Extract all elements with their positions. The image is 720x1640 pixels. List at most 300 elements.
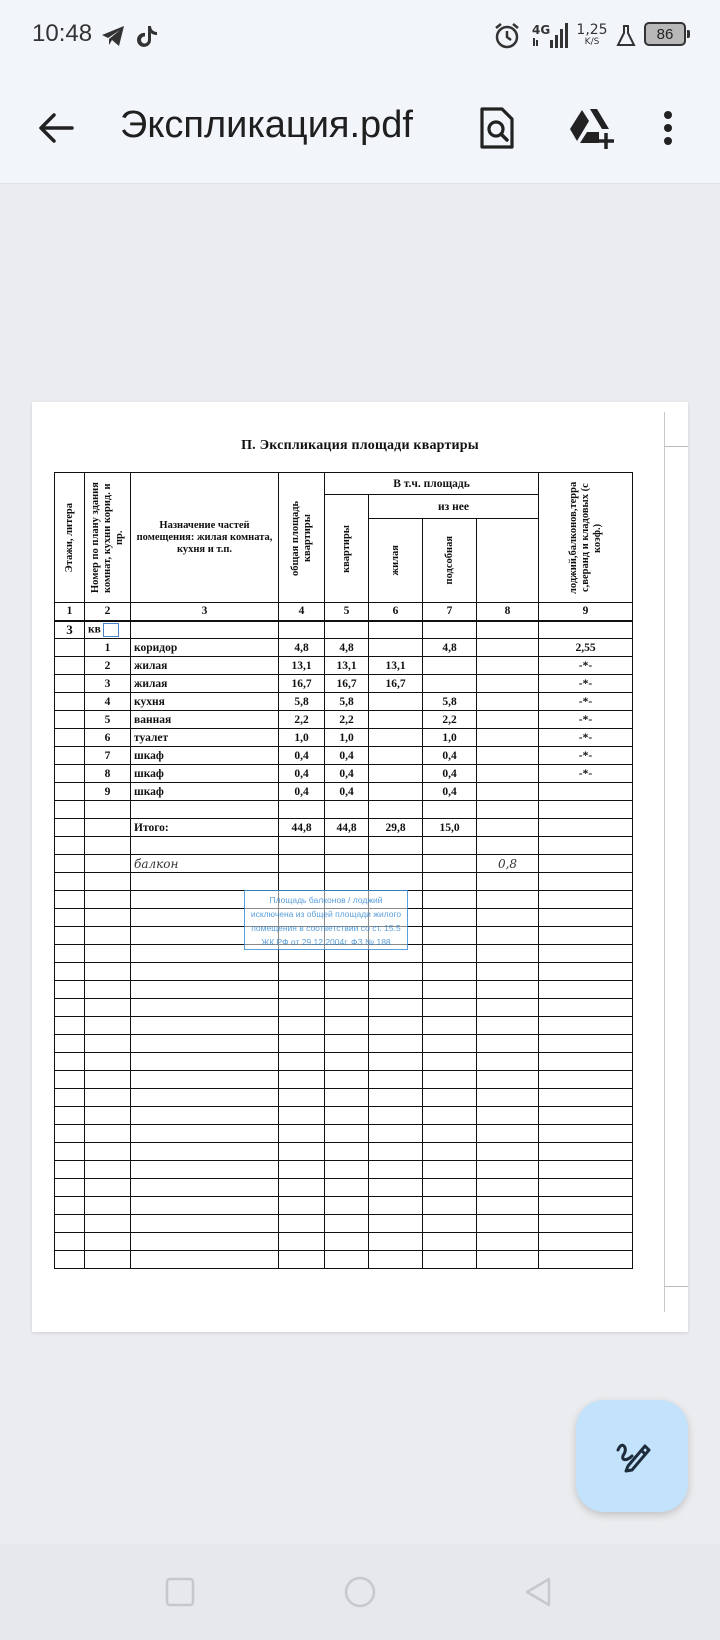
empty-cell <box>85 1035 131 1053</box>
empty-cell <box>85 1107 131 1125</box>
room-number: 5 <box>85 711 131 729</box>
empty-cell <box>131 963 279 981</box>
telegram-icon <box>100 20 126 52</box>
room-living-area: 13,1 <box>369 657 423 675</box>
empty-cell <box>539 1251 633 1269</box>
floor-cell <box>55 747 85 765</box>
explication-table <box>54 472 633 1269</box>
balcony-area: 0,8 <box>477 855 539 873</box>
empty-cell <box>539 1071 633 1089</box>
empty-cell <box>369 963 423 981</box>
room-flat-area: 13,1 <box>325 657 369 675</box>
header-loggia: лоджий,балконов,терра с,веранд и кладовых (с коэф.) <box>567 481 603 594</box>
empty-cell <box>539 1035 633 1053</box>
room-row <box>55 693 633 711</box>
empty-cell <box>279 999 325 1017</box>
empty-cell <box>131 1215 279 1233</box>
empty-cell <box>369 1233 423 1251</box>
room-total-area: 0,4 <box>279 747 325 765</box>
room-loggia-area <box>477 765 539 783</box>
empty-row <box>55 837 633 855</box>
signal-icon <box>530 20 570 52</box>
empty-cell <box>477 837 539 855</box>
empty-cell <box>477 1161 539 1179</box>
room-aux-area: 2,2 <box>423 711 477 729</box>
empty-cell <box>423 891 477 909</box>
empty-cell <box>423 1071 477 1089</box>
empty-cell <box>85 873 131 891</box>
empty-cell <box>477 1233 539 1251</box>
empty-cell <box>279 801 325 819</box>
empty-row <box>55 1215 633 1233</box>
column-number: 3 <box>131 603 279 621</box>
empty-cell <box>539 1179 633 1197</box>
empty-cell <box>85 1179 131 1197</box>
room-aux-area: 5,8 <box>423 693 477 711</box>
empty-cell <box>131 1179 279 1197</box>
empty-cell <box>423 999 477 1017</box>
room-loggia-area <box>477 783 539 801</box>
empty-cell <box>423 963 477 981</box>
empty-cell <box>55 1053 85 1071</box>
room-height: -*- <box>539 747 633 765</box>
empty-cell <box>279 1233 325 1251</box>
empty-cell <box>369 1017 423 1035</box>
battery-icon: 86 <box>644 22 686 46</box>
empty-cell <box>423 855 477 873</box>
room-height: -*- <box>539 711 633 729</box>
empty-cell <box>279 837 325 855</box>
empty-cell <box>85 963 131 981</box>
empty-cell <box>55 1071 85 1089</box>
empty-row <box>55 1017 633 1035</box>
empty-cell <box>477 963 539 981</box>
empty-cell <box>325 963 369 981</box>
empty-cell <box>477 1017 539 1035</box>
empty-cell <box>85 1071 131 1089</box>
room-aux-area: 0,4 <box>423 783 477 801</box>
empty-cell <box>55 909 85 927</box>
empty-cell <box>539 1089 633 1107</box>
stamp-line: Площадь балконов / лоджий <box>269 895 383 905</box>
empty-cell <box>423 1143 477 1161</box>
empty-cell <box>325 1107 369 1125</box>
empty-cell <box>279 1143 325 1161</box>
column-number: 4 <box>279 603 325 621</box>
empty-cell <box>423 1089 477 1107</box>
room-living-area: 16,7 <box>369 675 423 693</box>
floor-cell <box>55 693 85 711</box>
empty-cell <box>539 1161 633 1179</box>
empty-cell <box>131 1233 279 1251</box>
empty-cell <box>325 1089 369 1107</box>
empty-cell <box>369 1089 423 1107</box>
room-living-area <box>369 729 423 747</box>
empty-cell <box>539 873 633 891</box>
room-total-area: 13,1 <box>279 657 325 675</box>
empty-cell <box>85 837 131 855</box>
network-type: 4G <box>532 23 551 37</box>
empty-row <box>55 1161 633 1179</box>
column-number-row <box>55 603 633 621</box>
empty-cell <box>131 1017 279 1035</box>
empty-cell <box>131 801 279 819</box>
empty-cell <box>55 1125 85 1143</box>
empty-cell <box>131 1143 279 1161</box>
empty-cell <box>85 1143 131 1161</box>
total-area-value: 44,8 <box>279 819 325 837</box>
header-of-which: из нее <box>438 500 469 513</box>
empty-cell <box>325 1215 369 1233</box>
empty-cell <box>423 927 477 945</box>
empty-cell <box>369 855 423 873</box>
empty-cell <box>85 999 131 1017</box>
empty-cell <box>477 909 539 927</box>
edit-pen-icon <box>612 1434 652 1478</box>
empty-cell <box>131 1251 279 1269</box>
empty-cell <box>423 945 477 963</box>
empty-cell <box>325 1125 369 1143</box>
empty-cell <box>55 801 85 819</box>
empty-cell <box>369 1071 423 1089</box>
room-row <box>55 657 633 675</box>
empty-cell <box>423 981 477 999</box>
room-total-area: 5,8 <box>279 693 325 711</box>
empty-row <box>55 1143 633 1161</box>
empty-cell <box>55 1089 85 1107</box>
empty-cell <box>369 1035 423 1053</box>
empty-cell <box>477 1071 539 1089</box>
floor-cell <box>55 711 85 729</box>
empty-cell <box>131 1089 279 1107</box>
empty-cell <box>85 1125 131 1143</box>
room-living-area <box>369 747 423 765</box>
system-nav-bar <box>0 1544 720 1640</box>
empty-cell <box>423 801 477 819</box>
empty-cell <box>477 981 539 999</box>
empty-cell <box>55 999 85 1017</box>
empty-cell <box>423 909 477 927</box>
empty-cell <box>55 1251 85 1269</box>
room-flat-area: 0,4 <box>325 783 369 801</box>
empty-cell <box>539 1053 633 1071</box>
empty-row <box>55 1125 633 1143</box>
room-height: -*- <box>539 729 633 747</box>
empty-cell <box>279 1161 325 1179</box>
floor-cell <box>55 729 85 747</box>
room-height: -*- <box>539 765 633 783</box>
room-loggia-area <box>477 711 539 729</box>
room-height <box>539 783 633 801</box>
empty-cell <box>325 1143 369 1161</box>
room-number: 3 <box>85 675 131 693</box>
back-triangle-icon[interactable] <box>518 1572 558 1612</box>
page-edge <box>664 412 665 1312</box>
room-row <box>55 711 633 729</box>
empty-row <box>55 1053 633 1071</box>
empty-cell <box>539 1125 633 1143</box>
room-total-area: 2,2 <box>279 711 325 729</box>
room-number: 7 <box>85 747 131 765</box>
empty-cell <box>369 1107 423 1125</box>
total-label: Итого: <box>131 819 279 837</box>
empty-row <box>55 1089 633 1107</box>
total-row <box>55 819 633 837</box>
empty-cell <box>539 981 633 999</box>
empty-cell <box>369 1161 423 1179</box>
column-number: 1 <box>55 603 85 621</box>
empty-cell <box>131 1125 279 1143</box>
empty-cell <box>325 1251 369 1269</box>
room-name: шкаф <box>131 765 279 783</box>
tiktok-icon <box>134 20 160 52</box>
empty-cell <box>325 801 369 819</box>
empty-cell <box>55 819 85 837</box>
room-flat-area: 0,4 <box>325 765 369 783</box>
room-number: 4 <box>85 693 131 711</box>
room-aux-area: 4,8 <box>423 639 477 657</box>
room-name: коридор <box>131 639 279 657</box>
empty-cell <box>131 981 279 999</box>
column-number: 7 <box>423 603 477 621</box>
empty-cell <box>477 1053 539 1071</box>
empty-cell <box>85 927 131 945</box>
empty-cell <box>477 891 539 909</box>
app-bar <box>0 72 720 184</box>
empty-cell <box>477 945 539 963</box>
empty-cell <box>369 801 423 819</box>
empty-cell <box>369 1251 423 1269</box>
empty-cell <box>85 1053 131 1071</box>
room-flat-area: 2,2 <box>325 711 369 729</box>
recents-square-icon[interactable] <box>160 1572 200 1612</box>
empty-cell <box>423 1251 477 1269</box>
room-row <box>55 765 633 783</box>
empty-cell <box>279 1107 325 1125</box>
empty-cell <box>279 963 325 981</box>
room-number: 6 <box>85 729 131 747</box>
room-flat-area: 0,4 <box>325 747 369 765</box>
empty-cell <box>325 1053 369 1071</box>
empty-row <box>55 1251 633 1269</box>
empty-row <box>55 1035 633 1053</box>
empty-cell <box>477 1215 539 1233</box>
empty-cell <box>325 1017 369 1035</box>
empty-cell <box>279 1197 325 1215</box>
empty-cell <box>55 873 85 891</box>
alarm-icon <box>492 20 522 52</box>
empty-cell <box>423 1125 477 1143</box>
empty-cell <box>325 981 369 999</box>
empty-cell <box>325 1035 369 1053</box>
floor-label: 3 <box>55 621 85 639</box>
empty-cell <box>325 999 369 1017</box>
empty-cell <box>477 1143 539 1161</box>
empty-cell <box>423 1053 477 1071</box>
empty-cell <box>325 837 369 855</box>
speed-unit: K/S <box>584 37 600 47</box>
empty-cell <box>539 1143 633 1161</box>
empty-cell <box>539 999 633 1017</box>
room-aux-area <box>423 675 477 693</box>
total-living-value: 29,8 <box>369 819 423 837</box>
empty-cell <box>325 1233 369 1251</box>
empty-row <box>55 963 633 981</box>
empty-cell <box>539 1017 633 1035</box>
empty-row <box>55 1071 633 1089</box>
empty-cell <box>539 927 633 945</box>
empty-row <box>55 1107 633 1125</box>
room-number: 2 <box>85 657 131 675</box>
column-number: 8 <box>477 603 539 621</box>
empty-cell <box>477 819 539 837</box>
empty-cell <box>539 837 633 855</box>
empty-cell <box>131 1071 279 1089</box>
stamp-line: помещения в соответствии со ст. 15.5 <box>251 923 401 933</box>
room-loggia-area <box>477 693 539 711</box>
column-number: 9 <box>539 603 633 621</box>
header-living: жилая <box>389 545 401 576</box>
empty-cell <box>325 1179 369 1197</box>
empty-row <box>55 1179 633 1197</box>
empty-cell <box>325 873 369 891</box>
empty-cell <box>131 1161 279 1179</box>
floor-cell <box>55 675 85 693</box>
room-flat-area: 5,8 <box>325 693 369 711</box>
empty-cell <box>85 909 131 927</box>
empty-cell <box>423 837 477 855</box>
empty-cell <box>85 819 131 837</box>
balcony-stamp <box>244 890 408 950</box>
room-total-area: 0,4 <box>279 765 325 783</box>
room-name: шкаф <box>131 783 279 801</box>
empty-cell <box>539 1233 633 1251</box>
floor-cell <box>55 657 85 675</box>
room-aux-area: 0,4 <box>423 765 477 783</box>
header-room-no: Номер по плану здания комнат, кухни корид. и пр. <box>89 482 125 593</box>
empty-cell <box>85 1215 131 1233</box>
empty-row <box>55 1197 633 1215</box>
empty-cell <box>55 1179 85 1197</box>
lab-icon <box>614 20 638 52</box>
room-living-area <box>369 711 423 729</box>
room-height: 2,55 <box>539 639 633 657</box>
empty-cell <box>369 981 423 999</box>
speed-value: 1,25 <box>576 22 608 38</box>
drive-add-icon[interactable] <box>564 100 620 156</box>
empty-cell <box>325 855 369 873</box>
empty-cell <box>55 1035 85 1053</box>
room-height: -*- <box>539 693 633 711</box>
room-name: туалет <box>131 729 279 747</box>
empty-cell <box>539 1197 633 1215</box>
empty-cell <box>423 1215 477 1233</box>
empty-cell <box>279 873 325 891</box>
room-name: шкаф <box>131 747 279 765</box>
room-total-area: 4,8 <box>279 639 325 657</box>
empty-cell <box>85 945 131 963</box>
room-total-area: 16,7 <box>279 675 325 693</box>
empty-cell <box>55 1107 85 1125</box>
room-row <box>55 675 633 693</box>
empty-row <box>55 873 633 891</box>
empty-row <box>55 801 633 819</box>
room-loggia-area <box>477 747 539 765</box>
room-number: 9 <box>85 783 131 801</box>
more-vert-icon[interactable] <box>648 100 688 156</box>
room-aux-area: 1,0 <box>423 729 477 747</box>
empty-cell <box>55 837 85 855</box>
empty-cell <box>131 1107 279 1125</box>
empty-cell <box>55 855 85 873</box>
search-document-icon[interactable] <box>468 100 524 156</box>
empty-cell <box>279 1215 325 1233</box>
empty-cell <box>423 1233 477 1251</box>
empty-cell <box>369 1179 423 1197</box>
status-bar <box>0 0 720 72</box>
kv-box <box>103 623 119 637</box>
total-aux-value: 15,0 <box>423 819 477 837</box>
empty-cell <box>477 1107 539 1125</box>
apartment-cell <box>85 621 131 639</box>
empty-cell <box>55 1161 85 1179</box>
empty-cell <box>325 1161 369 1179</box>
home-circle-icon[interactable] <box>340 1572 380 1612</box>
empty-cell <box>55 963 85 981</box>
empty-cell <box>423 1179 477 1197</box>
header-total-area: общая площадь квартиры <box>289 499 313 576</box>
room-flat-area: 1,0 <box>325 729 369 747</box>
column-number: 2 <box>85 603 131 621</box>
room-loggia-area <box>477 639 539 657</box>
room-row <box>55 729 633 747</box>
empty-cell <box>477 1035 539 1053</box>
room-row <box>55 639 633 657</box>
empty-cell <box>55 1215 85 1233</box>
stamp-line: ЖК РФ от 29.12.2004г. ФЗ № 188 <box>261 937 391 947</box>
room-loggia-area <box>477 729 539 747</box>
header-purpose: Назначение частей помещения: жилая комната, кухня и т.п. <box>136 519 273 555</box>
empty-cell <box>477 1251 539 1269</box>
status-time: 10:48 <box>32 20 93 47</box>
edit-fab[interactable] <box>576 1400 688 1512</box>
empty-cell <box>369 1197 423 1215</box>
room-loggia-area <box>477 657 539 675</box>
empty-row <box>55 981 633 999</box>
empty-cell <box>539 855 633 873</box>
pdf-page[interactable] <box>32 402 688 1332</box>
empty-row <box>55 999 633 1017</box>
floor-cell <box>55 639 85 657</box>
empty-cell <box>369 1125 423 1143</box>
empty-cell <box>131 837 279 855</box>
document-title: Экспликация.pdf <box>120 104 413 146</box>
empty-cell <box>369 873 423 891</box>
empty-cell <box>423 873 477 891</box>
room-total-area: 0,4 <box>279 783 325 801</box>
room-name: жилая <box>131 657 279 675</box>
room-name: жилая <box>131 675 279 693</box>
balcony-row <box>55 855 633 873</box>
empty-cell <box>131 1197 279 1215</box>
room-number: 1 <box>85 639 131 657</box>
empty-cell <box>55 1233 85 1251</box>
empty-cell <box>539 909 633 927</box>
empty-cell <box>423 1035 477 1053</box>
empty-row <box>55 1233 633 1251</box>
back-arrow-icon[interactable] <box>28 100 84 156</box>
empty-cell <box>325 1197 369 1215</box>
